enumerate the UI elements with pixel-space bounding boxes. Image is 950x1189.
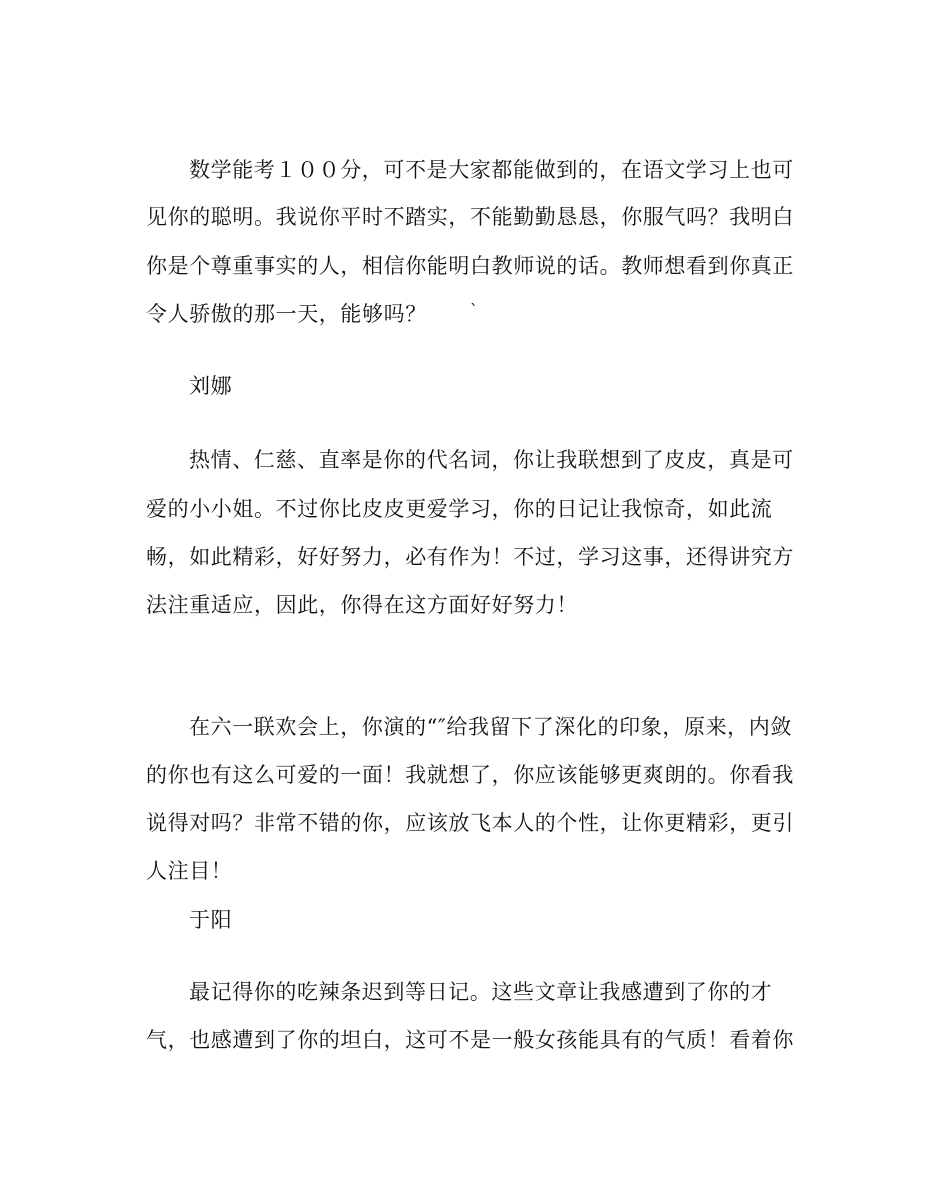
stray-mark: `	[470, 301, 478, 320]
paragraph-3-line-3: 说得对吗？非常不错的你，应该放飞本人的个性，让你更精彩，更引	[146, 811, 794, 835]
paragraph-3-line-4: 人注目！	[146, 859, 233, 883]
paragraph-2-line-1: 热情、仁慈、直率是你的代名词，你让我联想到了皮皮，真是可	[189, 448, 794, 472]
paragraph-3-line-2: 的你也有这么可爱的一面！我就想了，你应该能够更爽朗的。你看我	[146, 763, 794, 787]
paragraph-2-line-4: 法注重适应，因此，你得在这方面好好努力！	[146, 593, 578, 617]
student-name-liu-na: 刘娜	[189, 374, 233, 398]
paragraph-1-line-4: 令人骄傲的那一天，能够吗？	[146, 302, 427, 326]
paragraph-2-line-2: 爱的小小姐。不过你比皮皮更爱学习，你的日记让我惊奇，如此流	[146, 497, 773, 521]
student-name-yu-yang: 于阳	[189, 908, 233, 932]
paragraph-4-line-1: 最记得你的吃辣条迟到等日记。这些文章让我感遭到了你的才	[189, 980, 773, 1004]
paragraph-4-line-2: 气，也感遭到了你的坦白，这可不是一般女孩能具有的气质！看着你	[146, 1028, 794, 1052]
paragraph-2-line-3: 畅，如此精彩，好好努力，必有作为！不过，学习这事，还得讲究方	[146, 545, 794, 569]
paragraph-1-line-2: 见你的聪明。我说你平时不踏实，不能勤勤恳恳，你服气吗？我明白	[146, 205, 794, 229]
paragraph-1-line-3: 你是个尊重事实的人，相信你能明白教师说的话。教师想看到你真正	[146, 254, 794, 278]
paragraph-1-line-1: 数学能考１００分，可不是大家都能做到的，在语文学习上也可	[189, 158, 794, 182]
paragraph-3-line-1: 在六一联欢会上，你演的“″给我留下了深化的印象，原来，内敛	[189, 715, 792, 739]
